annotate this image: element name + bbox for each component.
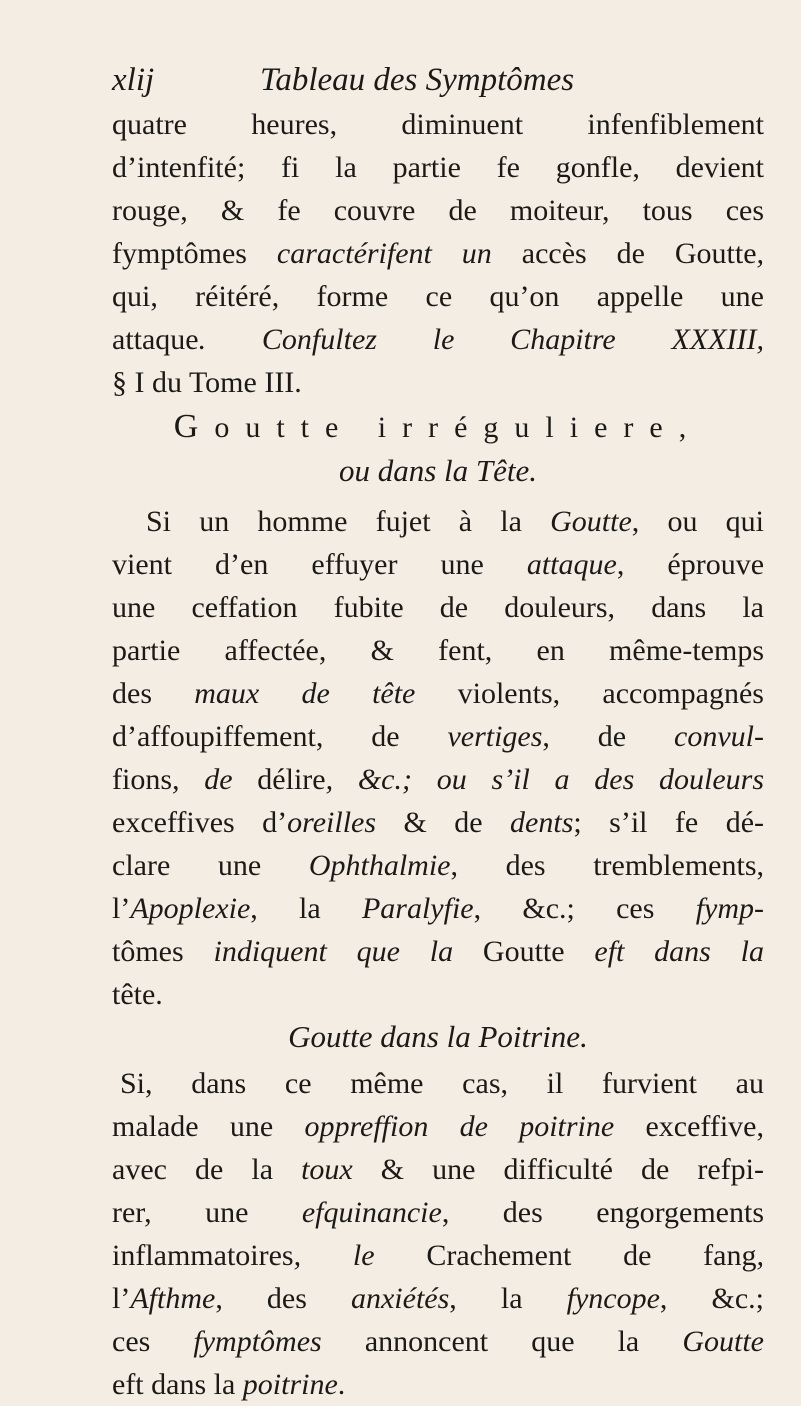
roman-text: tômes: [112, 935, 184, 968]
italic-text: Paralyfie: [361, 892, 474, 925]
roman-text: , &c.;: [659, 1282, 764, 1315]
roman-text: , &c.; ces: [473, 892, 696, 925]
italic-text: fymptômes: [193, 1325, 322, 1358]
text-line: [112, 973, 764, 1016]
text-line: [112, 672, 764, 715]
roman-text: eft dans la: [112, 1368, 243, 1401]
italic-text: ,: [756, 1239, 764, 1272]
text-line: [112, 758, 764, 801]
roman-text: attaque: [112, 323, 199, 356]
section-subheading-tete: ou dans la Tête.: [338, 453, 538, 488]
roman-text: quatre heures, diminuent infenfiblement: [112, 108, 764, 141]
roman-text: annoncent que la: [321, 1325, 683, 1358]
italic-text: caractérifent un: [247, 237, 522, 270]
italic-text: , &c.; ou s’il a des douleurs: [325, 763, 764, 796]
italic-text: convul-: [674, 720, 764, 753]
text-line: [112, 715, 764, 758]
text-line: [112, 1363, 764, 1406]
italic-text: maux de tête: [194, 677, 416, 710]
roman-text: Si, dans ce même cas, il furvient au: [120, 1067, 764, 1100]
text-line: [112, 586, 764, 629]
italic-text: efquinancie: [301, 1196, 442, 1229]
roman-text: , des tremblements,: [450, 849, 764, 882]
text-line: [112, 887, 764, 930]
roman-text: exceffive,: [614, 1110, 764, 1143]
roman-text: avec de la: [112, 1153, 302, 1186]
roman-text: clare une: [112, 849, 309, 882]
italic-text: . Confultez le Chapitre XXXIII,: [198, 323, 764, 356]
roman-text: violents, accompagnés: [415, 677, 764, 710]
text-line: [112, 500, 764, 543]
text-line: [112, 1062, 764, 1105]
roman-text: partie affectée, & fent, en même-temps: [112, 634, 764, 667]
roman-text: , des engorgements: [441, 1196, 764, 1229]
text-line: [112, 1148, 764, 1191]
italic-text: Goutte: [550, 505, 632, 538]
roman-text: exceffives d’: [112, 806, 288, 839]
text-line: [112, 318, 764, 361]
roman-text: Goutte: [482, 935, 565, 968]
text-line: [112, 232, 764, 275]
italic-text: oppreffion de poitrine: [304, 1110, 615, 1143]
running-head: [112, 60, 752, 100]
italic-text: Afthme: [130, 1282, 216, 1315]
italic-text: eft dans la: [564, 935, 764, 968]
italic-text: fyncope: [566, 1282, 660, 1315]
italic-text: poitrine: [242, 1368, 338, 1401]
italic-text: oreilles: [287, 806, 377, 839]
roman-text: d’affoupiffement, de: [112, 720, 448, 753]
text-line: [112, 543, 764, 586]
section-heading-goutte-irreguliere: Goutte irréguliere,: [173, 408, 703, 445]
text-line: [112, 189, 764, 232]
text-line: [112, 801, 764, 844]
roman-text: fymptômes: [112, 237, 247, 270]
text-line: [112, 275, 764, 318]
roman-text: Si un homme fujet à la: [146, 505, 551, 538]
roman-text: ces: [112, 1325, 194, 1358]
roman-text: fions: [112, 763, 172, 796]
roman-text: , des: [215, 1282, 351, 1315]
roman-text: .: [337, 1368, 346, 1401]
paragraph-poitrine: [112, 1062, 764, 1406]
italic-text: Goutte: [682, 1325, 764, 1358]
italic-text: attaque: [526, 548, 617, 581]
italic-text: ,: [756, 237, 765, 270]
italic-text: vertiges: [447, 720, 543, 753]
roman-text: , ou qui: [631, 505, 764, 538]
text-line: [112, 1105, 764, 1148]
text-line: [112, 930, 764, 973]
italic-text: fymp-: [695, 892, 765, 925]
italic-text: indiquent que la: [183, 935, 483, 968]
roman-text: d’intenfité; fi la partie fe gonfle, devient: [112, 151, 764, 184]
roman-text: , la: [449, 1282, 567, 1315]
text-line: [112, 1191, 764, 1234]
roman-text: inflammatoires: [112, 1239, 294, 1272]
roman-text: vient d’en effuyer une: [112, 548, 527, 581]
roman-text: tête.: [112, 978, 163, 1011]
italic-text: Ophthalmie: [308, 849, 451, 882]
text-line: [112, 1277, 764, 1320]
text-line: [112, 361, 764, 404]
italic-text: dents: [510, 806, 574, 839]
roman-text: malade une: [112, 1110, 305, 1143]
text-line: [112, 629, 764, 672]
text-line: [112, 103, 764, 146]
roman-text: , la: [250, 892, 362, 925]
roman-text: l’: [112, 892, 131, 925]
italic-text: , de: [172, 763, 258, 796]
page-number: xlij: [112, 62, 155, 98]
italic-text: anxiétés: [350, 1282, 450, 1315]
roman-text: & une difficulté de refpi-: [352, 1153, 764, 1186]
roman-text: ; s’il fe dé-: [573, 806, 765, 839]
text-line: [112, 146, 764, 189]
roman-text: § I du Tome III.: [112, 366, 302, 399]
italic-text: toux: [301, 1153, 353, 1186]
roman-text: l’: [112, 1282, 131, 1315]
paragraph-continued: [112, 103, 764, 404]
roman-text: & de: [376, 806, 511, 839]
section-heading-poitrine: Goutte dans la Poitrine.: [288, 1019, 588, 1054]
roman-text: des: [112, 677, 195, 710]
roman-text: délire: [257, 763, 326, 796]
italic-text: , le: [293, 1239, 427, 1272]
roman-text: rer, une: [112, 1196, 302, 1229]
roman-text: une ceffation fubite de douleurs, dans la: [112, 591, 764, 624]
running-title: Tableau des Symptômes: [260, 62, 575, 98]
text-line: [112, 1320, 764, 1363]
paragraph-tete: [112, 500, 764, 1016]
text-line: [112, 1234, 764, 1277]
roman-text: qui, réitéré, forme ce qu’on appelle une: [112, 280, 764, 313]
roman-text: , éprouve: [616, 548, 765, 581]
text-line: [112, 844, 764, 887]
roman-text: , de: [542, 720, 675, 753]
italic-text: Apoplexie: [130, 892, 251, 925]
roman-text: rouge, & fe couvre de moiteur, tous ces: [112, 194, 764, 227]
roman-text: Crachement de fang: [426, 1239, 757, 1272]
roman-text: accès de Goutte: [521, 237, 757, 270]
